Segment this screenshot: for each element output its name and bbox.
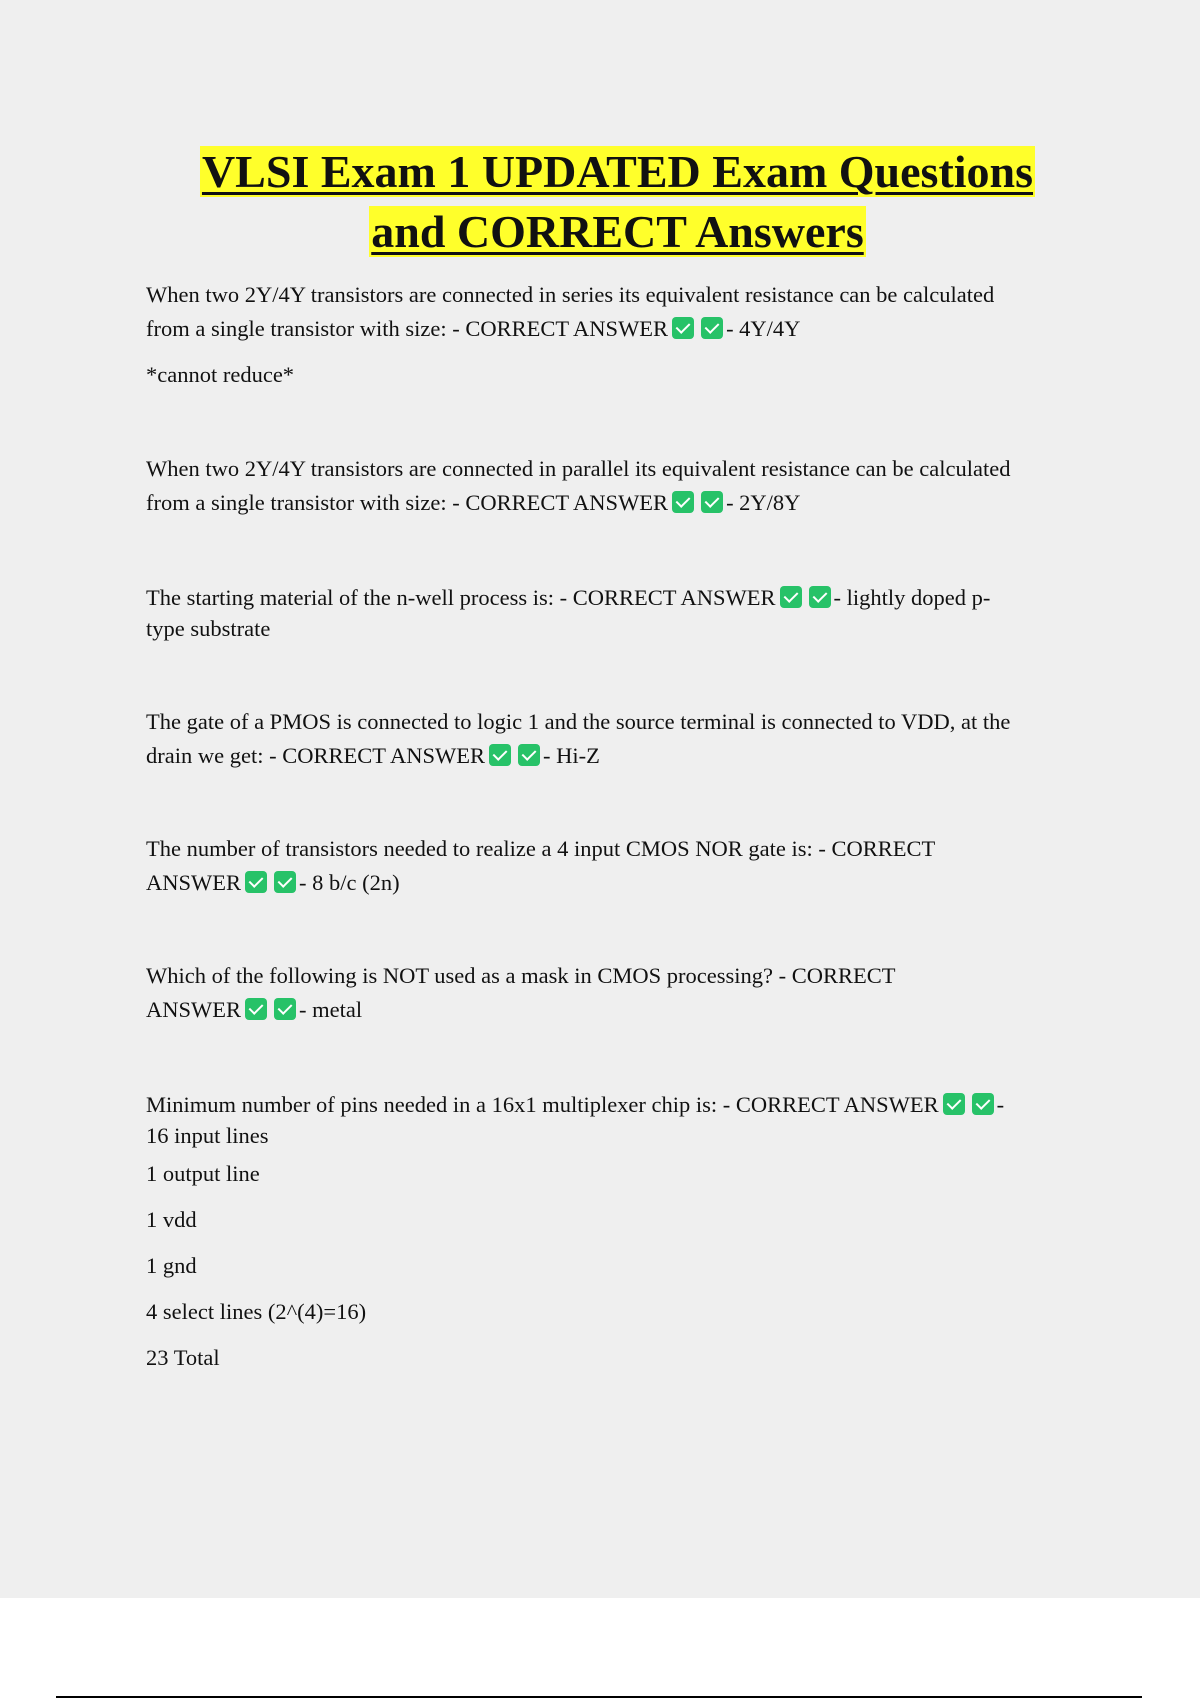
answer-line: 1 output line xyxy=(146,1161,260,1186)
qa-item-7 xyxy=(146,1089,1076,1381)
answer-line: 16 input lines xyxy=(146,1123,269,1148)
answer-label: CORRECT ANSWER xyxy=(282,743,485,768)
qa-item-2 xyxy=(146,452,1076,520)
check-box-icon xyxy=(809,586,831,608)
answer-text: - metal xyxy=(299,997,363,1022)
question-text xyxy=(146,582,1076,644)
title-line-2: and CORRECT Answers xyxy=(371,206,864,257)
qa-item-3 xyxy=(146,582,1076,644)
question-line: The number of transistors needed to realize a 4 input CMOS NOR gate is: - CORRECT xyxy=(146,836,936,861)
answer-label: CORRECT ANSWER xyxy=(735,1092,939,1117)
question-text xyxy=(146,278,1076,346)
check-box-icon xyxy=(245,998,267,1020)
answer-text: type substrate xyxy=(146,616,271,641)
answer-line: 23 Total xyxy=(146,1345,220,1370)
question-line: When two 2Y/4Y transistors are connected in parallel its equivalent resistance can be calculated xyxy=(146,456,1011,481)
document-title xyxy=(0,142,1200,262)
question-text xyxy=(146,959,1076,1027)
qa-item-1 xyxy=(146,278,1076,392)
qa-item-6 xyxy=(146,959,1076,1027)
answer-text: - 2Y/8Y xyxy=(726,490,801,515)
answer-label: CORRECT ANSWER xyxy=(465,490,669,515)
question-line: Which of the following is NOT used as a mask in CMOS processing? - CORRECT xyxy=(146,963,896,988)
qa-list xyxy=(146,278,1076,1381)
check-box-icon xyxy=(672,317,694,339)
check-box-icon xyxy=(701,491,723,513)
question-line: drain we get: - xyxy=(146,743,283,768)
check-box-icon xyxy=(780,586,802,608)
question-text xyxy=(146,1089,1076,1151)
qa-item-4 xyxy=(146,705,1076,773)
check-box-icon xyxy=(274,871,296,893)
answer-label: ANSWER xyxy=(146,997,241,1022)
question-text xyxy=(146,832,1076,900)
question-line: Minimum number of pins needed in a 16x1 multiplexer chip is: - xyxy=(146,1092,736,1117)
check-box-icon xyxy=(245,871,267,893)
answer-text: - 4Y/4Y xyxy=(726,316,801,341)
check-box-icon xyxy=(972,1093,994,1115)
title-line-1: VLSI Exam 1 UPDATED Exam Questions xyxy=(201,146,1034,197)
answer-label: ANSWER xyxy=(146,870,241,895)
question-line: The starting material of the n-well process is: - xyxy=(146,585,573,610)
answer-text: - Hi-Z xyxy=(542,743,600,768)
answer-text: - 8 b/c (2n) xyxy=(299,870,400,895)
question-text xyxy=(146,452,1076,520)
answer-line: 4 select lines (2^(4)=16) xyxy=(146,1299,367,1324)
question-line: from a single transistor with size: - xyxy=(146,316,466,341)
answer-label: CORRECT ANSWER xyxy=(465,316,669,341)
answer-note: *cannot reduce* xyxy=(146,362,295,387)
check-box-icon xyxy=(489,744,511,766)
check-box-icon xyxy=(701,317,723,339)
check-box-icon xyxy=(943,1093,965,1115)
answer-line: 1 vdd xyxy=(146,1207,197,1232)
question-line: The gate of a PMOS is connected to logic 1 and the source terminal is connected to VDD, at the xyxy=(146,709,1011,734)
check-box-icon xyxy=(672,491,694,513)
question-line: When two 2Y/4Y transistors are connected in series its equivalent resistance can be calculated xyxy=(146,282,995,307)
answer-text: - xyxy=(996,1092,1005,1117)
answer-line: 1 gnd xyxy=(146,1253,197,1278)
question-line: from a single transistor with size: - xyxy=(146,490,466,515)
check-box-icon xyxy=(274,998,296,1020)
qa-item-5 xyxy=(146,832,1076,900)
page-divider xyxy=(56,1696,1142,1698)
question-text xyxy=(146,705,1076,773)
answer-text: - lightly doped p- xyxy=(833,585,991,610)
answer-label: CORRECT ANSWER xyxy=(572,585,776,610)
check-box-icon xyxy=(518,744,540,766)
